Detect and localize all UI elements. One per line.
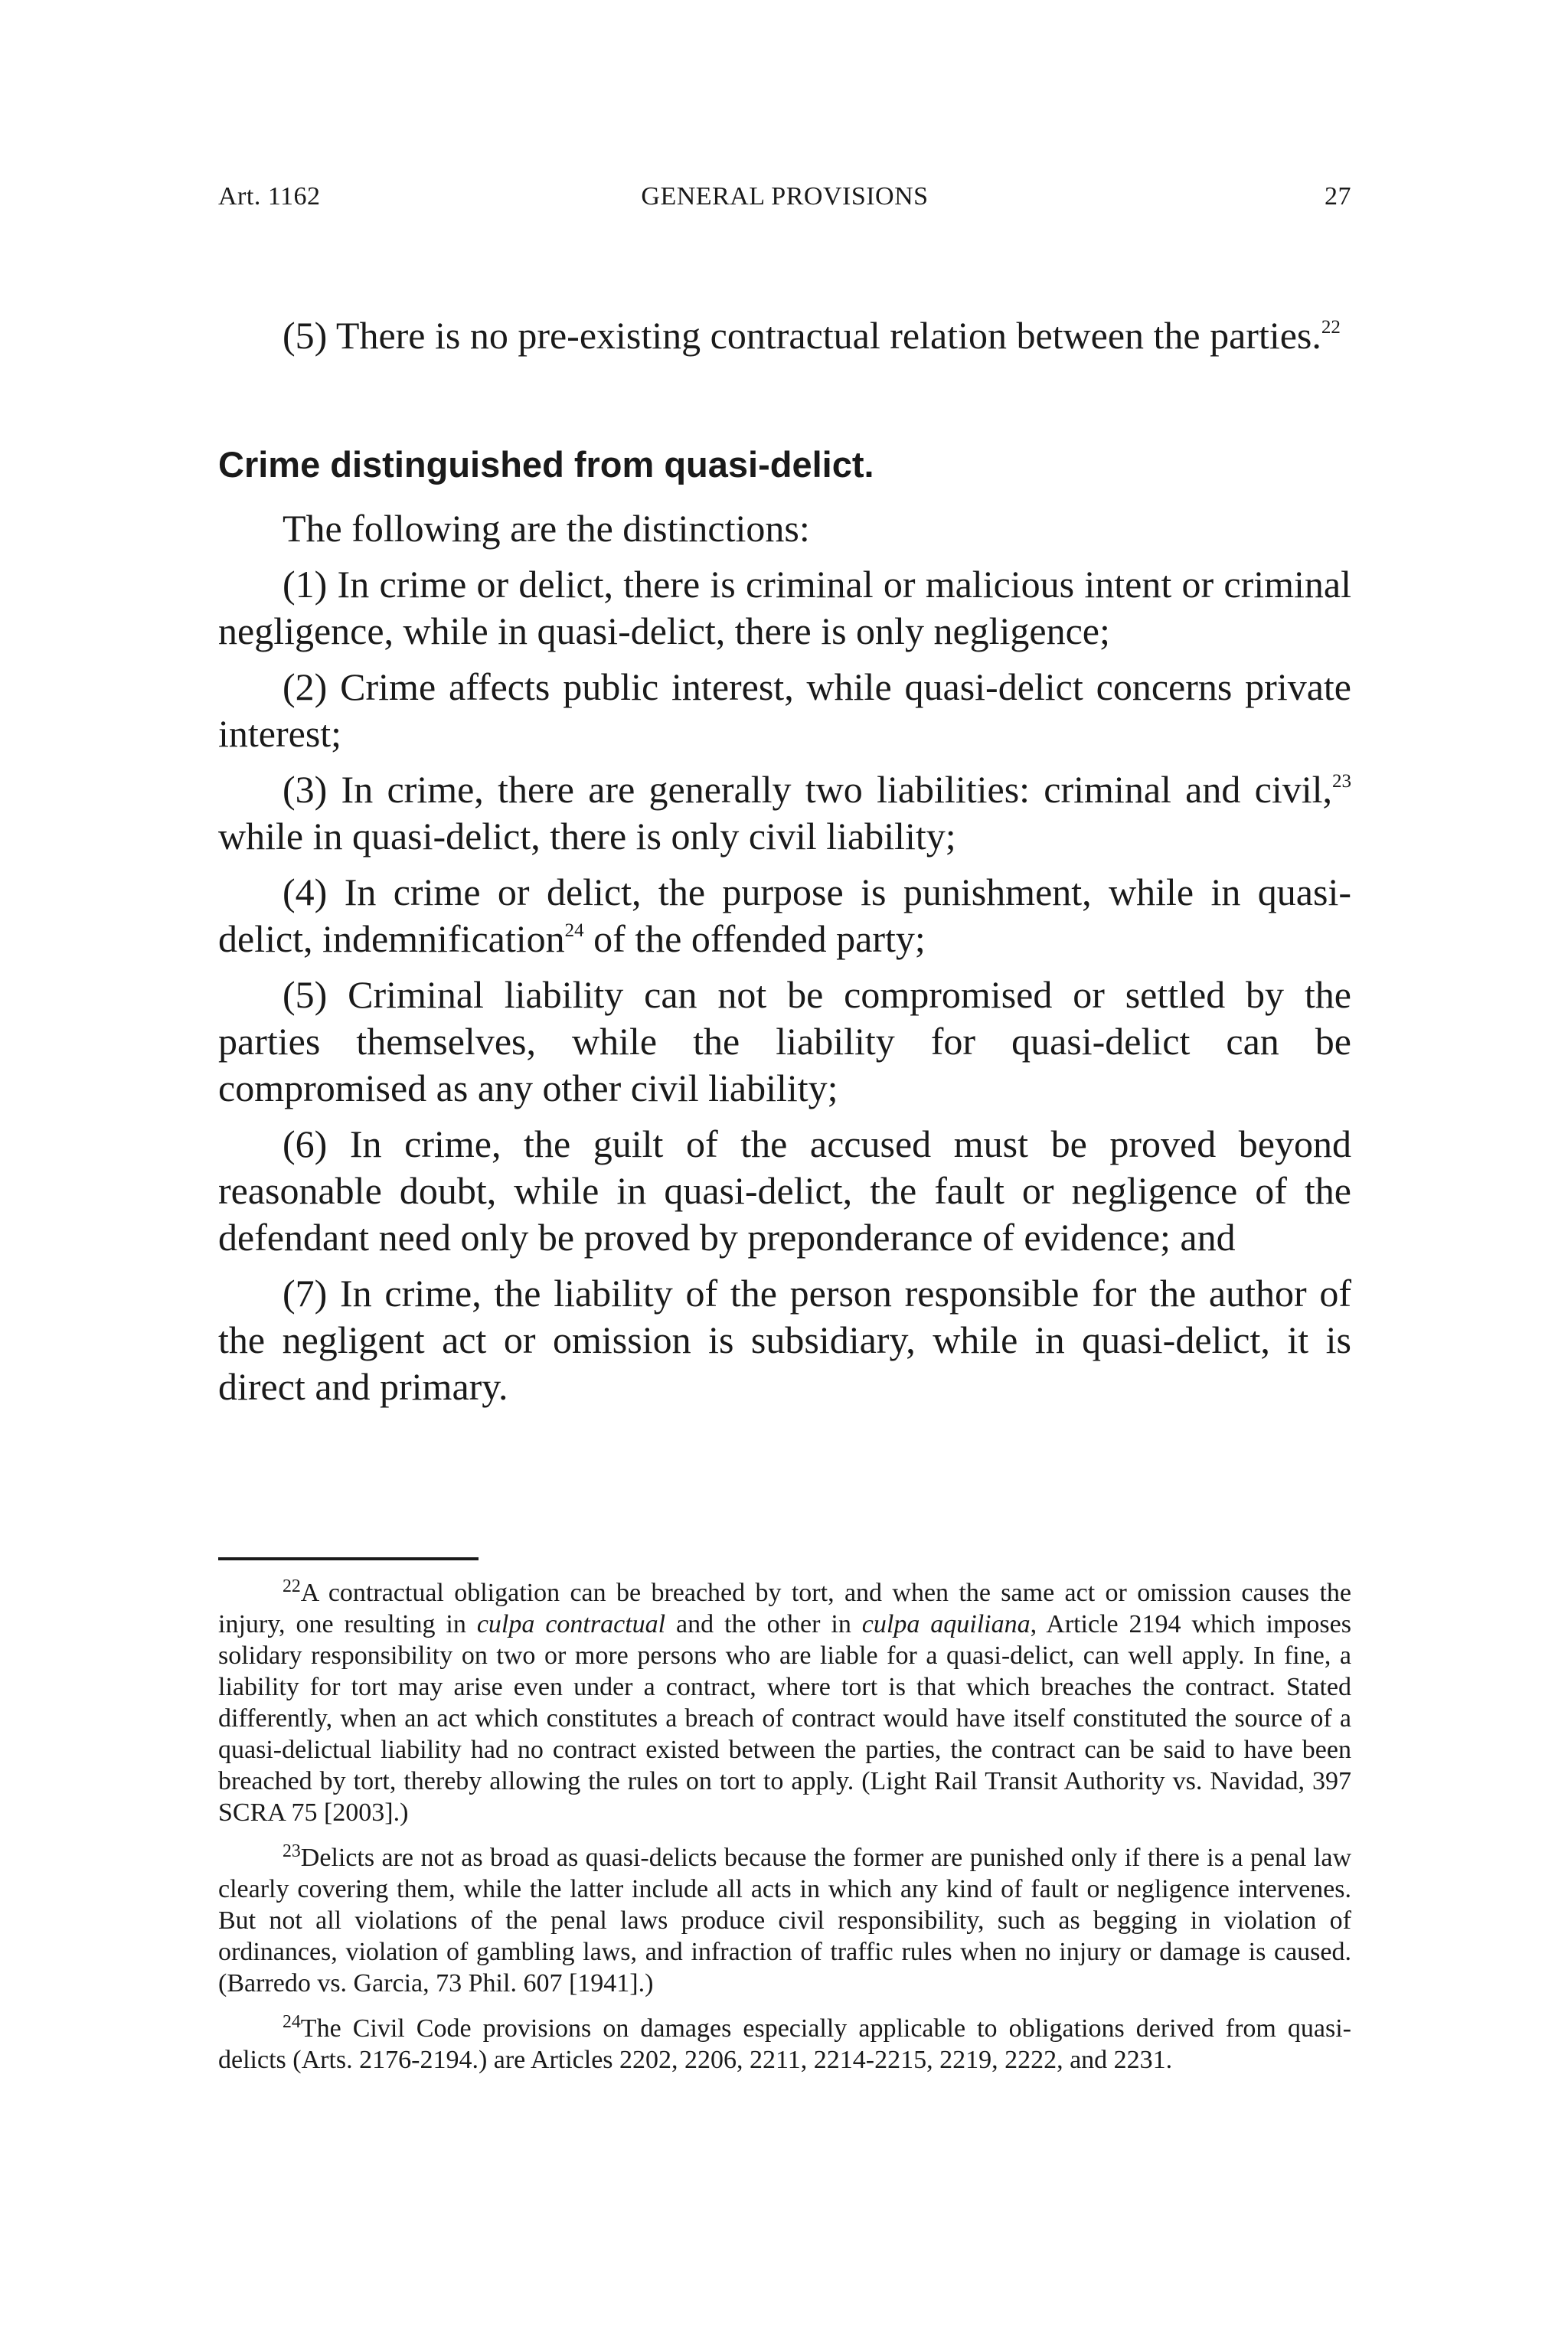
header-title: GENERAL PROVISIONS (641, 182, 929, 211)
running-header (218, 182, 1351, 220)
intro-item-text: (5) There is no pre-existing contractual relation between the parties. (283, 314, 1321, 357)
header-article: Art. 1162 (218, 182, 321, 211)
footnote-italic-term: culpa aquiliana (861, 1610, 1031, 1638)
distinction-text: (4) In crime or delict, the purpose is punishment, while in quasi-delict, indemnification (218, 871, 1351, 960)
footnote-number: 24 (283, 2012, 301, 2033)
distinction-item (218, 766, 1351, 860)
distinction-item: (5) Criminal liability can not be compromised or settled by the parties themselves, while the liability for quasi-delict can be compromised as any other civil liability; (218, 973, 1351, 1109)
footnote-22 (218, 1577, 1351, 1828)
footnote-text: , Article 2194 which imposes solidary responsibility on two or more persons who are liable for a quasi-delict, can well apply. In fine, a liability for tort may arise even under a contract, where tort is that which breaches the contract. Stated differently, when an act which constitutes a breach of contract would have itself constituted the source of a quasi-delictual liability had no contract existed between the parties, the contract can be said to have been breached by tort, thereby allowing the rules on tort to apply. (Light Rail Transit Authority vs. Navidad, 397 SCRA 75 [2003].) (218, 1610, 1351, 1827)
distinction-text: of the offended party; (583, 917, 926, 960)
footnote-text: The Civil Code provisions on damages especially applicable to obligations derived from quasi-delicts (Arts. 2176-2194.) are Articles 2202, 2206, 2211, 2214-2215, 2219, 2222, and 2231. (218, 2014, 1351, 2074)
footnote-number: 23 (283, 1841, 301, 1862)
footnote-ref-22: 22 (1321, 317, 1341, 338)
section-heading: Crime distinguished from quasi-delict. (218, 444, 874, 485)
footnote-text: and the other in (665, 1610, 862, 1638)
footnote-24 (218, 2013, 1351, 2076)
page-number: 27 (1325, 182, 1351, 211)
distinction-item (218, 869, 1351, 962)
footnote-text: A contractual obligation can be breached by tort, and when the same act or omission causes the injury, one resulting in (218, 1579, 1351, 1638)
distinction-text: (3) In crime, there are generally two liabilities: criminal and civil, (283, 768, 1332, 811)
distinctions-body (218, 505, 1351, 1410)
distinction-item: (7) In crime, the liability of the person responsible for the author of the negligent act or omission is subsidiary, while in quasi-delict, it is direct and primary. (218, 1272, 1351, 1408)
distinction-text: while in quasi-delict, there is only civil liability; (218, 815, 956, 858)
footnote-separator (218, 1557, 479, 1560)
footnote-ref-24: 24 (564, 920, 584, 941)
distinction-item: (1) In crime or delict, there is criminal or malicious intent or criminal negligence, while in quasi-delict, there is only negligence; (218, 563, 1351, 652)
footnote-number: 22 (283, 1576, 301, 1597)
footnote-text: Delicts are not as broad as quasi-delicts because the former are punished only if there is a penal law clearly covering them, while the latter include all acts in which any kind of fault or negligence intervenes. But not all violations of the penal laws produce civil responsibility, such as begging in violation of ordinances, violation of gambling laws, and infraction of traffic rules when no injury or damage is caused. (Barredo vs. Garcia, 73 Phil. 607 [1941].) (218, 1844, 1351, 1998)
footnotes (218, 1577, 1351, 2089)
distinction-item: (2) Crime affects public interest, while quasi-delict concerns private interest; (218, 665, 1351, 755)
footnote-ref-23: 23 (1332, 771, 1351, 792)
footnote-italic-term: culpa contractual (476, 1610, 666, 1638)
footnote-23 (218, 1842, 1351, 1999)
intro-item (218, 312, 1351, 359)
distinction-item: (6) In crime, the guilt of the accused must be proved beyond reasonable doubt, while in quasi-delict, the fault or negligence of the defendant need only be proved by preponderance of evidence; and (218, 1122, 1351, 1259)
lead-paragraph: The following are the distinctions: (283, 507, 810, 550)
